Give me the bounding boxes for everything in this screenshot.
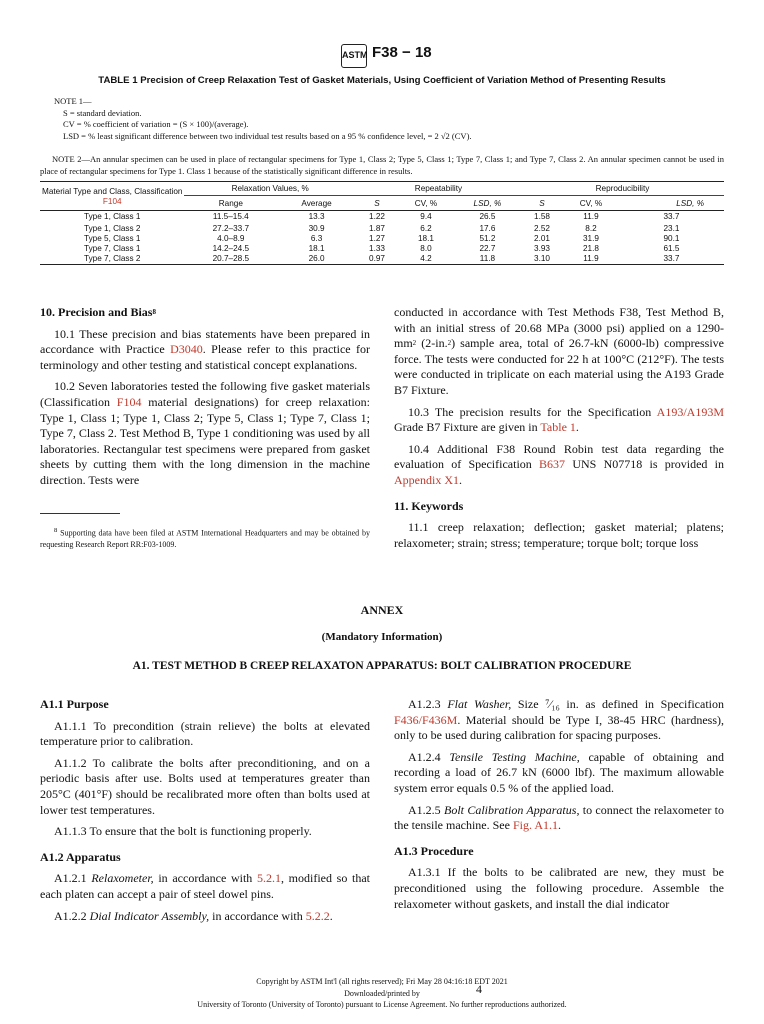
para-10-2-cont: conducted in accordance with Test Methods F38, Test Method B, with an initial stress of 20.68 MPa (3000 psi) applied on a $1290-mm^2$ (2-in.$^2$) sample area, total of 26.7-kN (6000-lb) compressive force. The tests were conducted for 22 h at 100°C (212°F). The tests were conducted in triplicate on each material using the A193 Grade B7 Fixture. bbox=[394, 305, 724, 397]
subhead: CV, % bbox=[414, 198, 438, 208]
table-cell: 6.3 bbox=[310, 233, 323, 243]
ref-5-2-1-link[interactable]: 5.2.1 bbox=[256, 871, 281, 886]
para-a1-1-3: A1.1.3 To ensure that the bolt is functioning properly. bbox=[54, 824, 312, 839]
ref-5-2-2-link[interactable]: 5.2.2 bbox=[305, 908, 330, 923]
table-caption: TABLE 1 Precision of Creep Relaxation Test of Gasket Materials, Using Coefficient of Variation Method of Presenting Results bbox=[98, 75, 666, 86]
table-cell: 2.52 bbox=[534, 223, 550, 233]
right-column-upper bbox=[394, 305, 724, 557]
table-cell: 17.6 bbox=[479, 223, 496, 233]
a1-2-title: A1.2 Apparatus bbox=[40, 849, 121, 864]
document-id: F38 − 18 bbox=[372, 44, 432, 61]
para-10-4: 10.4 Additional F38 Round Robin test data regarding the evaluation of Specification B637 UNS N07718 is provided in Appendix X1. bbox=[394, 441, 724, 487]
subhead: S bbox=[539, 198, 545, 208]
para-a1-2-4: A1.2.4 Tensile Testing Machine, capable of obtaining and recording a load of 26.7 kN (6000 lbf). The maximum allowable system error equals 0.5 % of the applied load. bbox=[394, 749, 724, 795]
a193-link[interactable]: A193/A193M bbox=[656, 404, 724, 419]
table-cell: 51.2 bbox=[479, 233, 496, 243]
table-cell: 8.2 bbox=[585, 223, 597, 233]
table-cell: 6.2 bbox=[420, 223, 432, 233]
table-cell: 18.1 bbox=[418, 233, 434, 243]
table-cell: Type 7, Class 2 bbox=[40, 254, 184, 265]
table-cell: 1.58 bbox=[534, 212, 550, 222]
para-10-1: 10.1 These precision and bias statements have been prepared in accordance with Practice D3040. Please refer to this practice for terminology and other testing and statistical concept explanations. bbox=[40, 326, 370, 372]
a1-3-title: A1.3 Procedure bbox=[394, 843, 474, 858]
table-cell: 8.0 bbox=[420, 243, 432, 253]
table-cell: 33.7 bbox=[663, 212, 680, 222]
para-10-2: 10.2 Seven laboratories tested the following five gasket materials (Classification F104 material designations) for creep relaxation: Type 1, Class 1; Type 1, Class 2; Type 5, Class 1; Type 7, Class 1; Type 7, Class 2. Test Method B, Type 1 conditioning was used by all laboratories. Rectangular test specimens were prepared from gasket sheets by cutting them with the long dimension in the machine direction. Tests were bbox=[40, 379, 371, 487]
table-cell: 1.27 bbox=[369, 233, 385, 243]
table-cell: 33.7 bbox=[619, 254, 724, 265]
d3040-link[interactable]: D3040 bbox=[170, 342, 203, 357]
fig-a1-1-link[interactable]: Fig. A1.1 bbox=[512, 818, 558, 833]
table-cell: 90.1 bbox=[663, 233, 680, 243]
subhead: LSD, % bbox=[473, 198, 502, 208]
annex-title: ANNEX bbox=[360, 603, 404, 617]
header-material: Material Type and Class, Classification F104 bbox=[42, 187, 183, 206]
subhead: Range bbox=[218, 198, 243, 208]
subhead: LSD, % bbox=[676, 198, 704, 208]
section-10-title: 10. Precision and Bias$^8$ bbox=[40, 305, 156, 319]
left-column-upper bbox=[40, 305, 370, 495]
para-a1-1-1: A1.1.1 To precondition (strain relieve) the bolts at elevated temperature prior to calibration. bbox=[40, 718, 370, 749]
table-cell: 4.0–8.9 bbox=[217, 233, 245, 243]
subhead: CV, % bbox=[579, 198, 603, 208]
table-note-2: NOTE 2—An annular specimen can be used in place of rectangular specimens for Type 1, Class 2; Type 5, Class 1; Type 7, Class 1; and Type 7, Class 2. An annular specimen cannot be used in place of rectangular specimens for Type 1. Class 1 because of the statistically significant difference in results. bbox=[40, 154, 724, 176]
f104-link[interactable]: F104 bbox=[116, 394, 142, 409]
f436-link[interactable]: F436/F436M bbox=[394, 712, 458, 727]
table-cell: 13.3 bbox=[308, 212, 325, 222]
table-cell: 26.5 bbox=[479, 212, 496, 222]
table-cell: 61.5 bbox=[663, 243, 680, 253]
footer-license: University of Toronto (University of Toronto) pursuant to License Agreement. No further reproductions authorized. bbox=[197, 1000, 567, 1009]
f104-link[interactable]: F104 bbox=[102, 197, 122, 206]
table-cell: 3.10 bbox=[521, 254, 563, 265]
para-a1-3-1: A1.3.1 If the bolts to be calibrated are new, they must be preconditioned using the following procedure. Assemble the relaxometer without gaskets, and install the dial indicator bbox=[394, 865, 724, 911]
appendix-x1-link[interactable]: Appendix X1 bbox=[394, 472, 459, 487]
table-cell: 11.8 bbox=[454, 254, 521, 265]
para-a1-2-2: A1.2.2 Dial Indicator Assembly, in accordance with 5.2.2. bbox=[54, 908, 333, 923]
para-11-1: 11.1 creep relaxation; deflection; gasket material; platens; relaxometer; strain; stress; temperature; torque bolt; torque loss bbox=[394, 520, 724, 550]
table-cell: 9.4 bbox=[420, 212, 432, 222]
table-note-1 bbox=[54, 96, 472, 142]
table-cell: 23.1 bbox=[663, 223, 680, 233]
table-cell: Type 1, Class 1 bbox=[84, 212, 141, 222]
footer-copyright: Copyright by ASTM Int'l (all rights reserved); Fri May 28 04:16:18 EDT 2021 bbox=[256, 977, 508, 986]
right-column-annex bbox=[394, 697, 724, 918]
table-cell: 18.1 bbox=[308, 243, 325, 253]
footer bbox=[40, 976, 724, 1011]
header-relaxation: Relaxation Values, % bbox=[184, 182, 355, 196]
table-cell: 1.22 bbox=[369, 212, 385, 222]
footnote-divider bbox=[40, 513, 120, 514]
table-cell: 11.9 bbox=[583, 212, 599, 222]
table-cell: 3.93 bbox=[534, 243, 550, 253]
table-cell: 0.97 bbox=[356, 254, 398, 265]
table-cell: 30.9 bbox=[308, 223, 325, 233]
b637-link[interactable]: B637 bbox=[539, 457, 566, 472]
subhead: Average bbox=[301, 198, 332, 208]
footnote-8: $^8$ Supporting data have been filed at ASTM International Headquarters and may be obtained by requesting Research Report RR:F03-1009. bbox=[40, 527, 370, 549]
header-reproducibility: Reproducibility bbox=[521, 182, 724, 196]
page-number: 4 bbox=[476, 982, 482, 996]
section-11-title: 11. Keywords bbox=[394, 498, 464, 513]
table-cell: 31.9 bbox=[583, 233, 599, 243]
table-cell: 20.7–28.5 bbox=[184, 254, 277, 265]
table-cell: 11.9 bbox=[563, 254, 619, 265]
para-a1-1-2: A1.1.2 To calibrate the bolts after preconditioning, and on a periodic basis after use. Bolts used at temperatures greater than 205°C (401°F) should be recalibrated more often than bolts used at lower test temperatures. bbox=[40, 755, 370, 817]
a1-1-title: A1.1 Purpose bbox=[40, 697, 109, 711]
table-cell: Type 7, Class 1 bbox=[84, 243, 141, 253]
table-cell: 1.33 bbox=[369, 243, 385, 253]
annex-subtitle: (Mandatory Information) bbox=[321, 631, 443, 643]
table-cell: 22.7 bbox=[479, 243, 496, 253]
note1-line: S = standard deviation. bbox=[63, 107, 142, 118]
subhead: S bbox=[374, 198, 380, 208]
para-a1-2-3: A1.2.3 Flat Washer, Size ⁷⁄₁₆ in. as defined in Specification F436/F436M. Material should be Type I, 38-45 HRC (hardness), only to be used during calibration for spacing purposes. bbox=[394, 697, 724, 743]
table-cell: 1.87 bbox=[369, 223, 385, 233]
astm-logo: ASTM bbox=[341, 44, 367, 68]
table-1-link[interactable]: Table 1 bbox=[540, 420, 576, 435]
table-cell: 27.2–33.7 bbox=[212, 223, 250, 233]
note1-head: NOTE 1— bbox=[54, 96, 92, 106]
header-repeatability: Repeatability bbox=[356, 182, 521, 196]
annex-heading: A1. TEST METHOD B CREEP RELAXATON APPARATUS: BOLT CALIBRATION PROCEDURE bbox=[132, 660, 632, 672]
note1-line: CV = % coefficient of variation = (S × 100)/(average). bbox=[63, 119, 249, 130]
table-cell: 26.0 bbox=[277, 254, 356, 265]
note1-line: LSD = % least significant difference between two individual test results based on a 95 % confidence level, = 2 √2 (CV). bbox=[63, 130, 472, 141]
precision-table bbox=[40, 181, 724, 265]
table-cell: 11.5–15.4 bbox=[212, 212, 249, 222]
table-cell: Type 1, Class 2 bbox=[84, 223, 141, 233]
para-a1-2-1: A1.2.1 Relaxometer, in accordance with 5.2.1, modified so that each platen can accept a pair of steel dowel pins. bbox=[40, 871, 370, 901]
left-column-annex bbox=[40, 697, 370, 930]
para-10-3: 10.3 The precision results for the Specification A193/A193M Grade B7 Fixture are given in Table 1. bbox=[394, 404, 724, 435]
table-cell: 21.8 bbox=[583, 243, 599, 253]
table-cell: 4.2 bbox=[398, 254, 454, 265]
footer-downloaded: Downloaded/printed by bbox=[344, 988, 420, 998]
table-cell: 14.2–24.5 bbox=[212, 243, 250, 253]
table-cell: Type 5, Class 1 bbox=[84, 233, 141, 243]
para-a1-2-5: A1.2.5 Bolt Calibration Apparatus, to connect the relaxometer to the tensile machine. See Fig. A1.1. bbox=[394, 802, 725, 833]
table-cell: 2.01 bbox=[534, 233, 550, 243]
